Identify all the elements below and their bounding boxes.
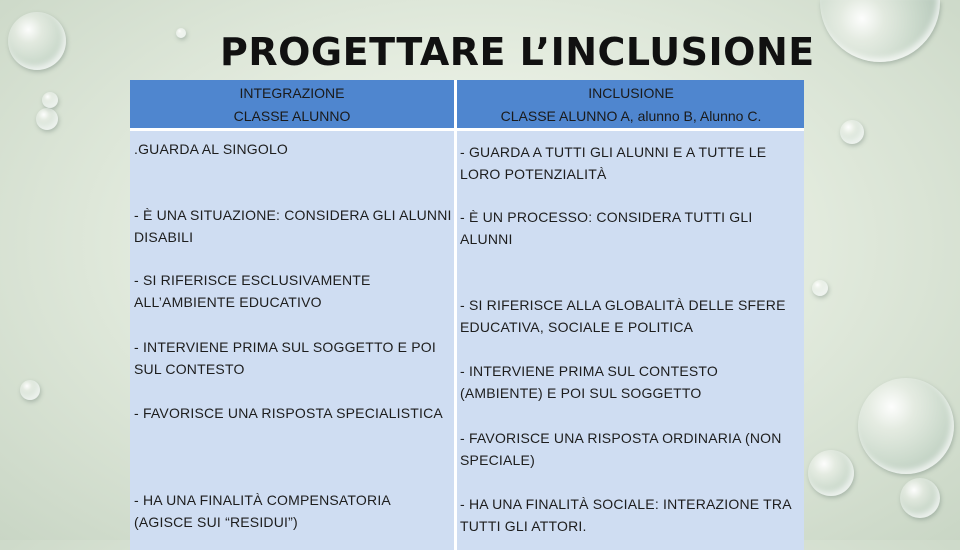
left-row-5: - FAVORISCE UNA RISPOSTA SPECIALISTICA (134, 405, 443, 421)
water-drop-decoration (900, 478, 940, 518)
right-row-4: - INTERVIENE PRIMA SUL CONTESTO (AMBIENTE) E POI SUL SOGGETTO (460, 363, 718, 401)
header-integrazione (130, 80, 454, 128)
water-drop-decoration (36, 108, 58, 130)
header-right-title: INCLUSIONE (588, 85, 674, 101)
right-row-5: - FAVORISCE UNA RISPOSTA ORDINARIA (NON SPECIALE) (460, 430, 782, 468)
water-drop-decoration (858, 378, 954, 474)
header-right-subtitle: CLASSE ALUNNO A, alunno B, Alunno C. (500, 108, 762, 124)
column-divider (454, 80, 457, 550)
header-left-subtitle: CLASSE ALUNNO (233, 108, 351, 124)
water-drop-decoration (840, 120, 864, 144)
left-row-1: .GUARDA AL SINGOLO (134, 141, 289, 157)
water-drop-decoration (176, 28, 186, 38)
water-drop-decoration (42, 92, 58, 108)
right-row-6: - HA UNA FINALITÀ SOCIALE: INTERAZIONE TRA TUTTI GLI ATTORI. (460, 496, 791, 534)
header-divider (130, 128, 804, 131)
left-row-3: - SI RIFERISCE ESCLUSIVAMENTE ALL’AMBIENTE EDUCATIVO (134, 272, 371, 310)
page-title: PROGETTARE L’INCLUSIONE (220, 30, 815, 74)
right-row-3: - SI RIFERISCE ALLA GLOBALITÀ DELLE SFERE EDUCATIVA, SOCIALE E POLITICA (460, 297, 786, 335)
header-left-title: INTEGRAZIONE (239, 85, 345, 101)
right-row-2: - È UN PROCESSO: CONSIDERA TUTTI GLI ALUNNI (460, 209, 753, 247)
water-drop-decoration (820, 0, 940, 62)
comparison-table (130, 80, 804, 550)
left-row-4: - INTERVIENE PRIMA SUL SOGGETTO E POI SUL CONTESTO (134, 339, 436, 377)
water-drop-decoration (808, 450, 854, 496)
water-drop-decoration (8, 12, 66, 70)
right-row-1: - GUARDA A TUTTI GLI ALUNNI E A TUTTE LE LORO POTENZIALITÀ (460, 144, 767, 182)
water-drop-decoration (812, 280, 828, 296)
left-row-6: - HA UNA FINALITÀ COMPENSATORIA (AGISCE SUI “RESIDUI”) (134, 492, 391, 530)
left-row-2: - È UNA SITUAZIONE: CONSIDERA GLI ALUNNI DISABILI (134, 207, 452, 245)
table-header-row (130, 80, 804, 128)
water-drop-decoration (20, 380, 40, 400)
header-inclusione (458, 80, 804, 128)
